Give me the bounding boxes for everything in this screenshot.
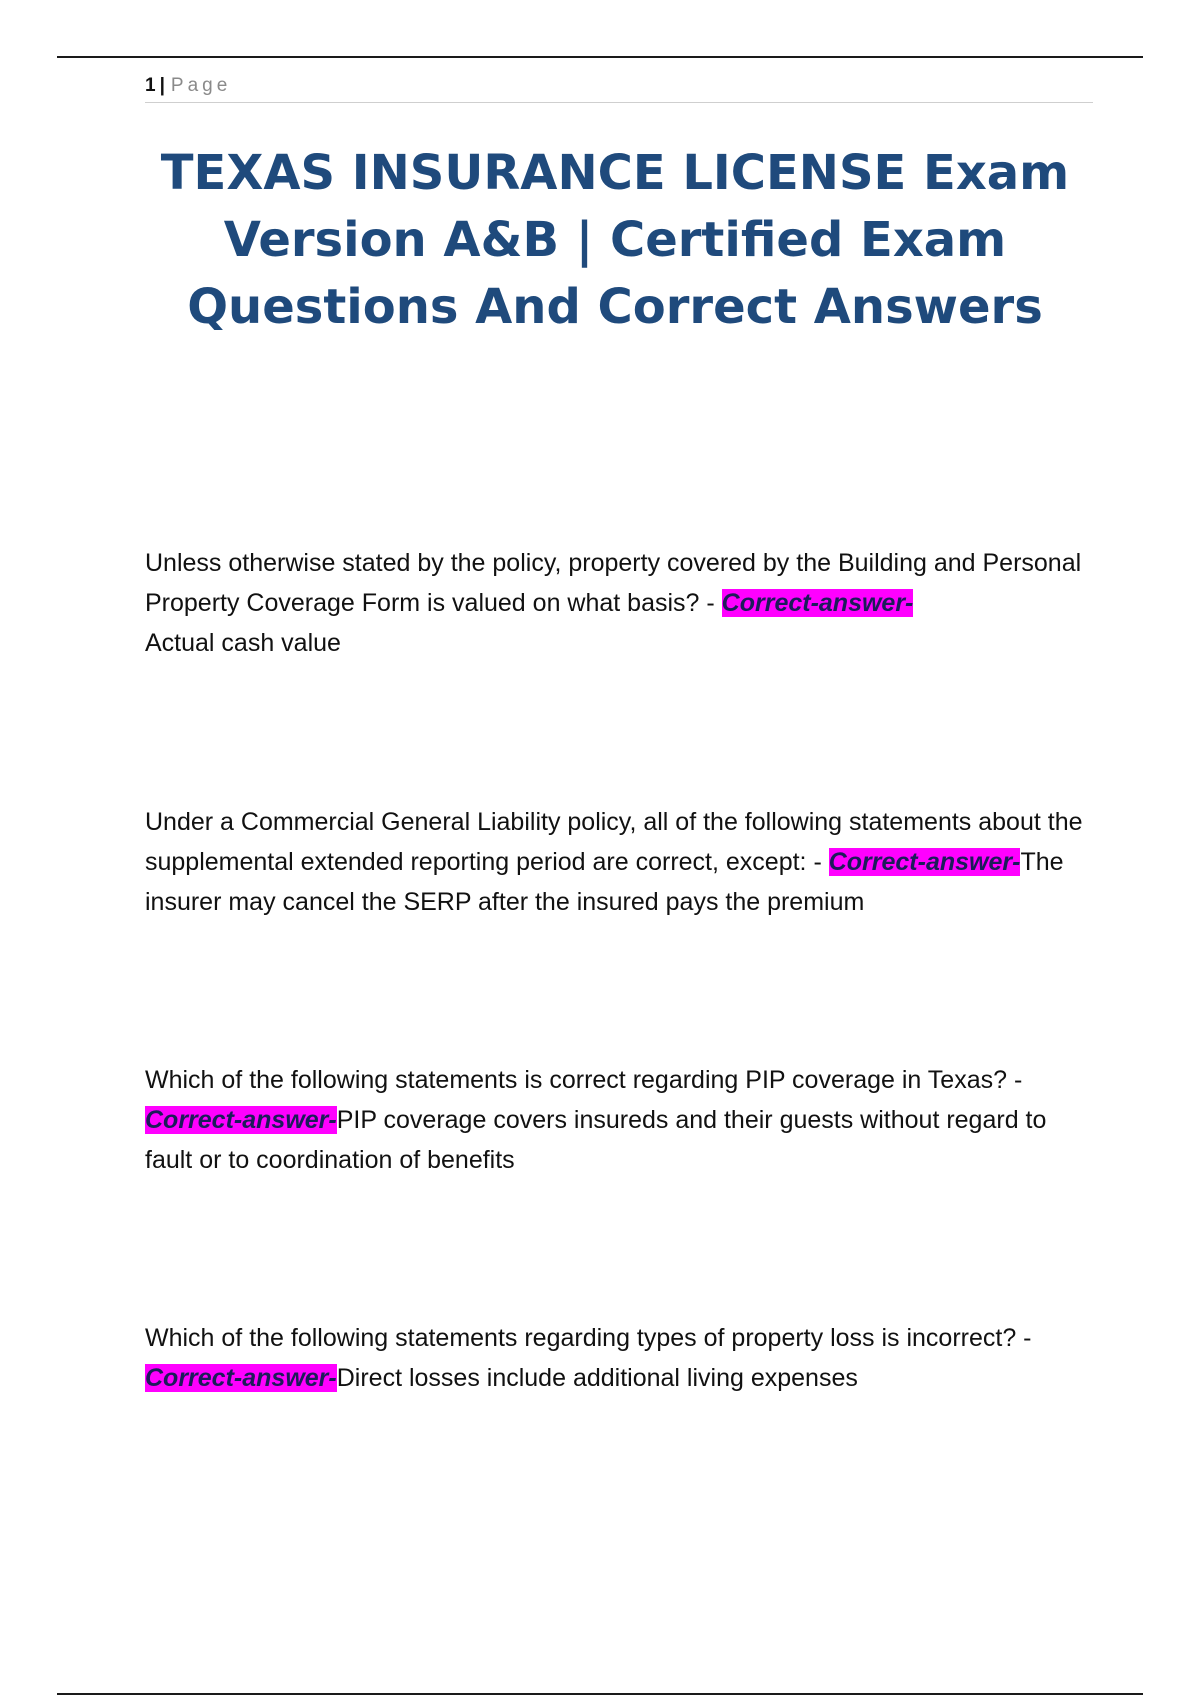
top-rule (57, 56, 1143, 58)
answer-text: The insurer may cancel the SERP after the insured pays the premium (145, 848, 1064, 916)
question-text: Unless otherwise stated by the policy, property covered by the Building and Personal Property Coverage Form is valued on what basis? - (145, 549, 1082, 617)
question-text: Which of the following statements is correct regarding PIP coverage in Texas? - (145, 1066, 1023, 1094)
bottom-rule (57, 1693, 1143, 1695)
correct-answer-tag: Correct-answer- (145, 1364, 337, 1392)
question-text: Which of the following statements regarding types of property loss is incorrect? - (145, 1324, 1032, 1352)
correct-answer-tag: Correct-answer- (721, 589, 914, 617)
qa-item-2 (145, 802, 1090, 922)
page-separator: | (159, 75, 165, 96)
answer-text: PIP coverage covers insureds and their guests without regard to fault or to coordination of benefits (145, 1106, 1047, 1174)
question-text: Under a Commercial General Liability policy, all of the following statements about the supplemental extended reporting period are correct, except: - (145, 808, 1083, 876)
qa-item-3 (145, 1060, 1090, 1180)
qa-item-1 (145, 543, 1090, 663)
answer-text: Actual cash value (145, 629, 341, 657)
qa-item-4 (145, 1318, 1090, 1398)
page-header (145, 72, 1093, 103)
document-title: TEXAS INSURANCE LICENSE Exam Version A&B | Certified Exam Questions And Correct Answers (160, 145, 1070, 335)
correct-answer-tag: Correct-answer- (145, 1106, 337, 1134)
correct-answer-tag: Correct-answer- (828, 848, 1021, 876)
page-word: Page (170, 75, 232, 96)
page-number: 1 (145, 75, 156, 96)
answer-text: Direct losses include additional living expenses (336, 1364, 858, 1392)
